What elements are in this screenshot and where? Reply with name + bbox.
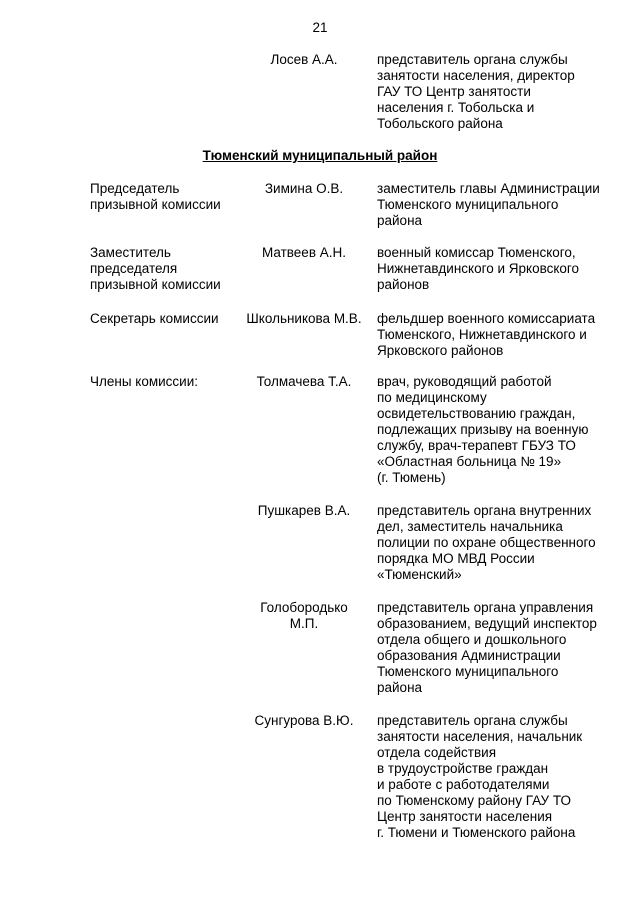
page-number: 21: [312, 20, 328, 35]
member-position-line: в трудоустройстве граждан: [377, 761, 549, 776]
member-name: [240, 503, 368, 519]
member-position: [377, 503, 617, 583]
member-position-line: врач, руководящий работой: [377, 374, 552, 389]
member-position-line: представитель органа управления: [377, 600, 594, 615]
member-role: [90, 374, 240, 390]
member-name: [240, 245, 368, 261]
member-position-line: и работе с работодателями: [377, 777, 550, 792]
member-name: [240, 600, 368, 632]
member-position-line: населения г. Тобольска и: [377, 100, 535, 115]
member-name-line: Сунгурова В.Ю.: [254, 713, 354, 728]
member-position: [377, 713, 617, 841]
member-position-line: представитель органа внутренних: [377, 503, 592, 518]
member-position-line: занятости населения, директор: [377, 68, 575, 83]
member-position-line: освидетельствованию граждан,: [377, 406, 576, 421]
member-position: [377, 311, 617, 359]
member-position-line: районов: [377, 277, 430, 292]
member-position-line: отдела общего и дошкольного: [377, 632, 567, 647]
member-position-line: полиции по охране общественного: [377, 535, 596, 550]
member-position-line: Тюменского, Нижнетавдинского и: [377, 327, 587, 342]
member-position-line: ГАУ ТО Центр занятости: [377, 84, 531, 99]
member-name-line: М.П.: [289, 616, 319, 631]
member-position-line: Тюменского муниципального: [377, 197, 559, 212]
member-position-line: занятости населения, начальник: [377, 729, 583, 744]
member-position-line: военный комиссар Тюменского,: [377, 245, 576, 260]
member-position-line: Ярковского районов: [377, 343, 504, 358]
member-name-line: Матвеев А.Н.: [261, 245, 346, 260]
member-role-line: Секретарь комиссии: [90, 311, 219, 326]
member-position-line: представитель органа службы: [377, 52, 568, 67]
member-position-line: по медицинскому: [377, 390, 487, 405]
member-position-line: образованием, ведущий инспектор: [377, 616, 597, 631]
member-name-line: Голобородько: [260, 600, 348, 615]
member-name: [240, 311, 368, 327]
member-position-line: службу, врач-терапевт ГБУЗ ТО: [377, 438, 576, 453]
member-role-line: Заместитель: [90, 245, 171, 260]
member-role: [90, 181, 240, 213]
member-position: [377, 374, 617, 486]
member-position: [377, 245, 617, 293]
member-position-line: «Тюменский»: [377, 567, 462, 582]
member-position-line: (г. Тюмень): [377, 470, 446, 485]
member-position: [377, 600, 617, 696]
member-position-line: района: [377, 680, 423, 695]
member-position: [377, 181, 617, 229]
member-name-line: Зимина О.В.: [264, 181, 344, 196]
member-role-line: призывной комиссии: [90, 197, 221, 212]
member-name: [240, 713, 368, 729]
member-position-line: «Областная больница № 19»: [377, 454, 562, 469]
member-position-line: заместитель главы Администрации: [377, 181, 600, 196]
member-position-line: дел, заместитель начальника: [377, 519, 563, 534]
member-role-line: Председатель: [90, 181, 180, 196]
member-role: [90, 245, 240, 293]
member-position-line: района: [377, 213, 423, 228]
member-name: [240, 374, 368, 390]
member-position-line: порядка МО МВД России: [377, 551, 535, 566]
member-position-line: Тобольского района: [377, 116, 503, 131]
member-role-line: председателя: [90, 261, 178, 276]
member-name-line: Толмачева Т.А.: [256, 374, 352, 389]
member-position-line: подлежащих призыву на военную: [377, 422, 589, 437]
member-role-line: Члены комиссии:: [90, 374, 199, 389]
member-role-line: призывной комиссии: [90, 277, 221, 292]
member-name-line: Школьникова М.В.: [246, 311, 362, 326]
section-title: Тюменский муниципальный район: [202, 148, 438, 163]
member-position: [377, 52, 617, 132]
member-position-line: представитель органа службы: [377, 713, 568, 728]
member-name-line: Пушкарев В.А.: [257, 503, 351, 518]
member-name: [240, 181, 368, 197]
member-position-line: Центр занятости населения: [377, 809, 553, 824]
member-position-line: по Тюменскому району ГАУ ТО: [377, 793, 571, 808]
member-position-line: образования Администрации: [377, 648, 561, 663]
member-position-line: Нижнетавдинского и Ярковского: [377, 261, 580, 276]
member-position-line: Тюменского муниципального: [377, 664, 559, 679]
member-name-line: Лосев А.А.: [270, 52, 338, 67]
member-position-line: отдела содействия: [377, 745, 497, 760]
member-position-line: фельдшер военного комиссариата: [377, 311, 596, 326]
member-name: [240, 52, 368, 68]
member-position-line: г. Тюмени и Тюменского района: [377, 825, 576, 840]
member-role: [90, 311, 240, 327]
